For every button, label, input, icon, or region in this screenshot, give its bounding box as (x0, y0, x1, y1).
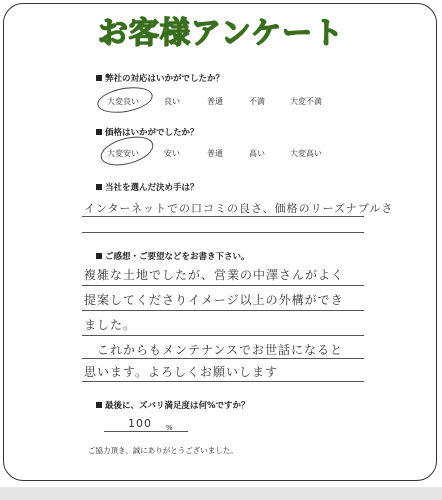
satisfaction-value: 100 (128, 417, 152, 430)
q2-option-1[interactable]: 大変安い (107, 149, 139, 158)
answer-line (82, 285, 364, 286)
answer-line (82, 216, 364, 217)
question-5 (96, 399, 250, 411)
question-1-options (0, 96, 442, 110)
q1-option-4[interactable]: 不満 (249, 97, 265, 106)
question-4-label: ご感想・ご要望などをお書き下さい。 (105, 252, 250, 262)
question-3 (96, 181, 199, 193)
answer-line (82, 358, 364, 359)
answer-line (82, 381, 364, 382)
score-line (104, 431, 188, 432)
bullet-square-icon (96, 75, 102, 81)
question-4-answer-line-4: これからもメンテナンスでお世話になると (84, 343, 344, 357)
bullet-square-icon (96, 129, 102, 135)
bullet-square-icon (96, 253, 102, 259)
q2-option-4[interactable]: 高い (249, 149, 265, 158)
q1-option-3[interactable]: 普通 (207, 97, 223, 106)
question-4-answer-line-3: ました。 (84, 318, 137, 332)
question-4 (96, 250, 250, 262)
bullet-square-icon (96, 184, 102, 190)
q1-option-2[interactable]: 良い (164, 97, 180, 106)
answer-line (82, 232, 364, 233)
answer-line (82, 310, 364, 311)
question-2 (96, 126, 199, 138)
answer-line (82, 335, 364, 336)
question-4-answer-line-1: 複雑な土地でしたが、営業の中澤さんがよく (84, 268, 345, 282)
bottom-strip (0, 487, 442, 500)
q2-option-2[interactable]: 安い (164, 149, 180, 158)
question-1-label: 弊社の対応はいかがでしたか？ (105, 74, 225, 84)
question-2-label: 価格はいかがでしたか？ (105, 128, 199, 138)
question-1 (96, 72, 224, 84)
question-4-answer-line-5: 思います。よろしくお願いします (84, 365, 279, 379)
question-4-answer-line-2: 提案してくださりイメージ以上の外構ができ (84, 293, 344, 307)
q1-option-5[interactable]: 大変不満 (290, 97, 322, 106)
survey-title: お客様アンケート (97, 16, 345, 51)
q2-option-3[interactable]: 普通 (207, 149, 223, 158)
percent-unit: % (166, 424, 173, 432)
question-5-label: 最後に、ズバリ満足度は何%ですか？ (105, 401, 250, 411)
thank-you-footer: ご協力頂き、誠にありがとうございました。 (88, 446, 238, 455)
q1-option-1[interactable]: 大変良い (107, 97, 139, 106)
question-2-options (0, 148, 442, 162)
question-3-label: 当社を選んだ決め手は？ (105, 183, 199, 193)
q2-option-5[interactable]: 大変高い (290, 149, 322, 158)
bullet-square-icon (96, 402, 102, 408)
question-3-answer: インターネットでの口コミの良さ、価格のリーズナブルさ (84, 202, 394, 215)
